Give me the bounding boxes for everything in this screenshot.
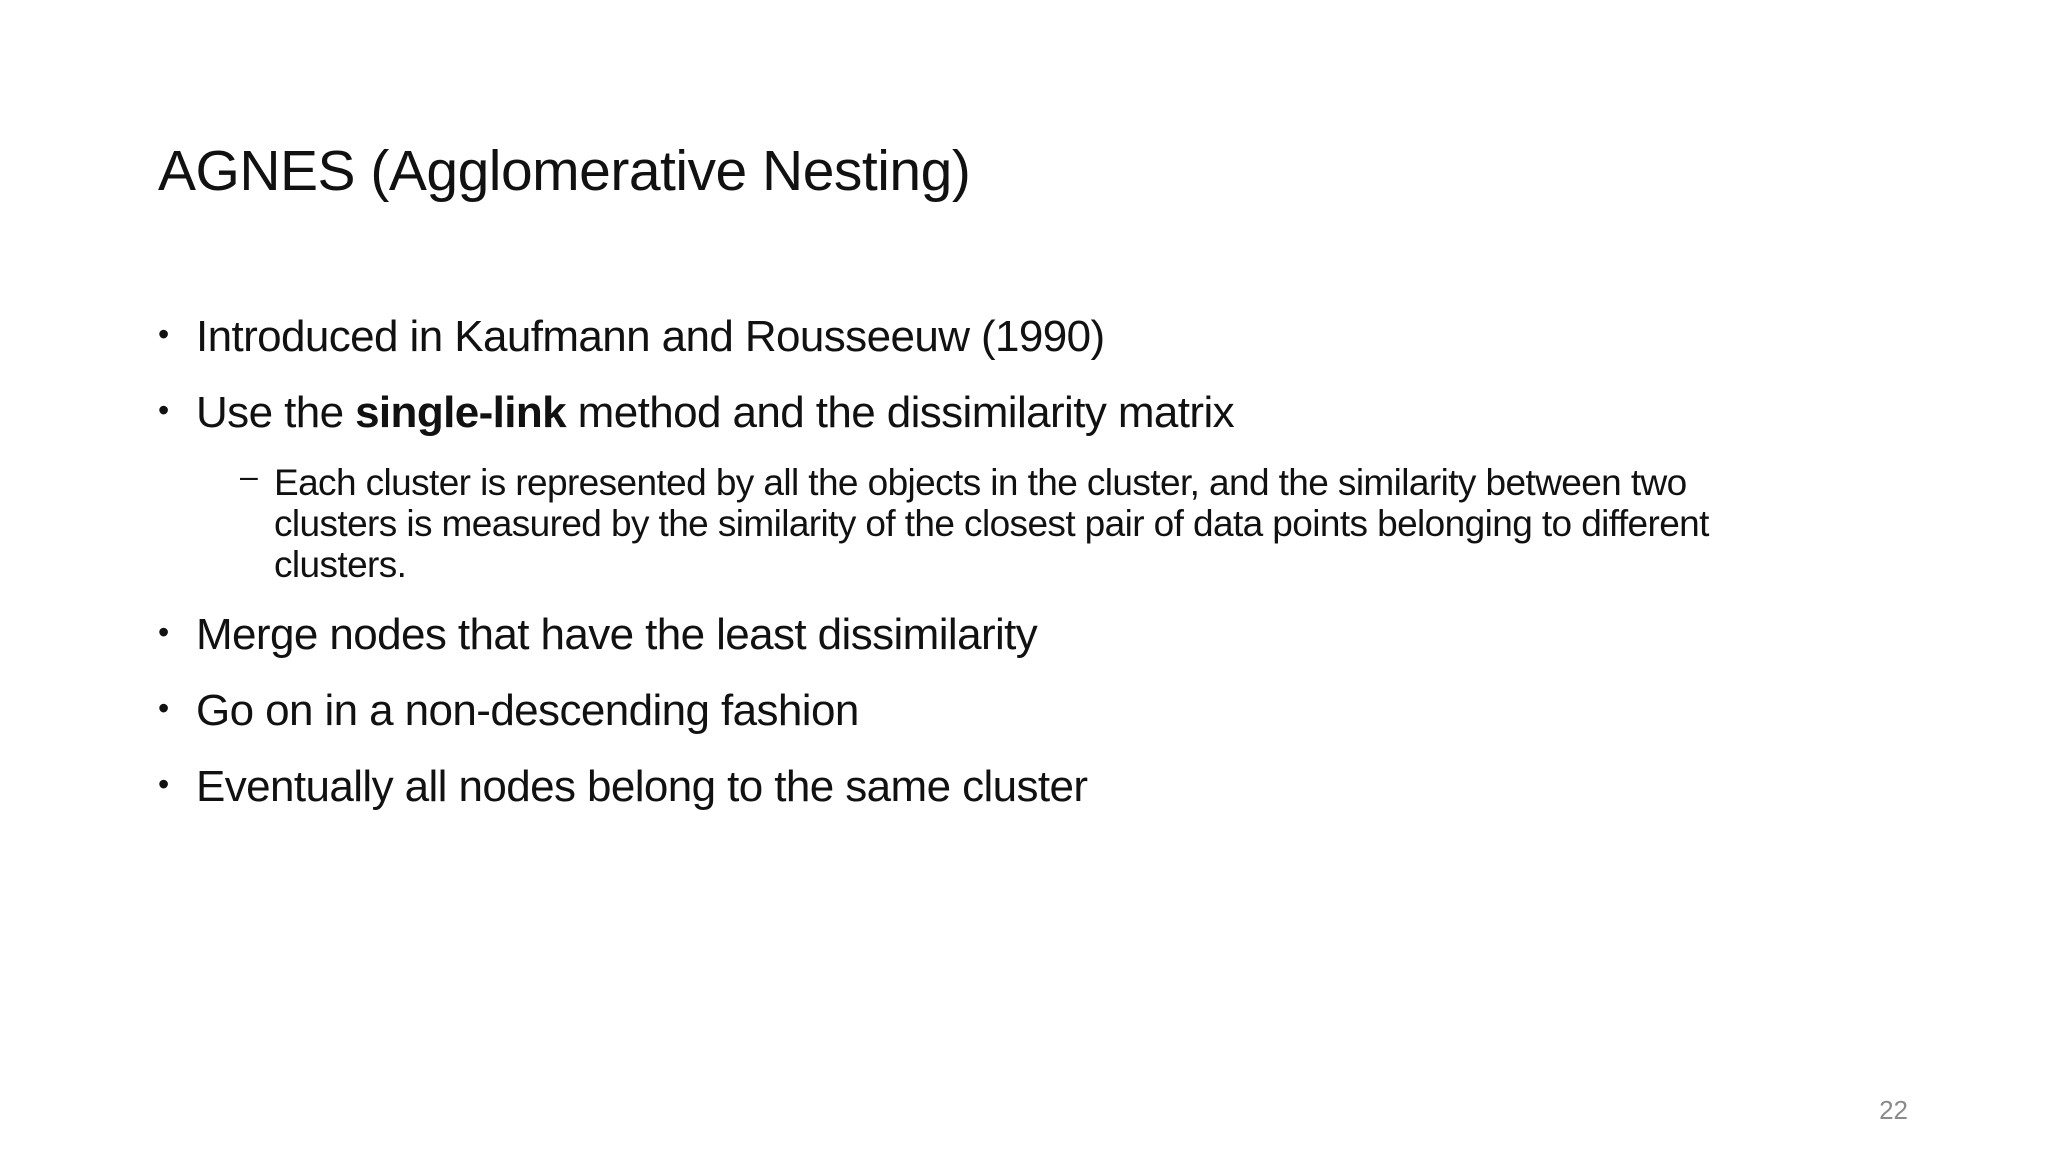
bullet-text-bold: single-link — [355, 388, 567, 437]
bullet-text-pre: Use the — [196, 388, 356, 437]
dash-icon: – — [240, 458, 258, 494]
slide-title: AGNES (Agglomerative Nesting) — [158, 139, 971, 203]
sub-bullet-item — [240, 458, 2048, 585]
bullet-item-3 — [158, 610, 1037, 660]
bullet-text-post: method and the dissimilarity matrix — [566, 388, 1235, 437]
bullet-icon: • — [158, 392, 169, 428]
bullet-icon: • — [158, 316, 169, 352]
bullet-item-4 — [158, 686, 859, 736]
bullet-item-5 — [158, 762, 1087, 812]
bullet-item-1 — [158, 312, 1105, 362]
sub-bullet-text — [274, 462, 1709, 585]
bullet-text: Merge nodes that have the least dissimilarity — [196, 610, 1038, 659]
bullet-text: Introduced in Kaufmann and Rousseeuw (1990) — [196, 312, 1105, 361]
sub-bullet-line-1: Each cluster is represented by all the objects in the cluster, and the similarity between two — [274, 462, 1687, 503]
bullet-icon: • — [158, 766, 169, 802]
sub-bullet-line-2: clusters is measured by the similarity of the closest pair of data points belonging to different — [274, 503, 1709, 544]
sub-bullet-line-3: clusters. — [274, 544, 407, 585]
bullet-icon: • — [158, 690, 169, 726]
page-number: 22 — [1879, 1095, 1908, 1125]
bullet-text: Eventually all nodes belong to the same cluster — [196, 762, 1088, 811]
bullet-item-2 — [158, 388, 1234, 438]
bullet-icon: • — [158, 614, 169, 650]
bullet-text — [196, 388, 1234, 438]
bullet-text: Go on in a non-descending fashion — [196, 686, 859, 735]
